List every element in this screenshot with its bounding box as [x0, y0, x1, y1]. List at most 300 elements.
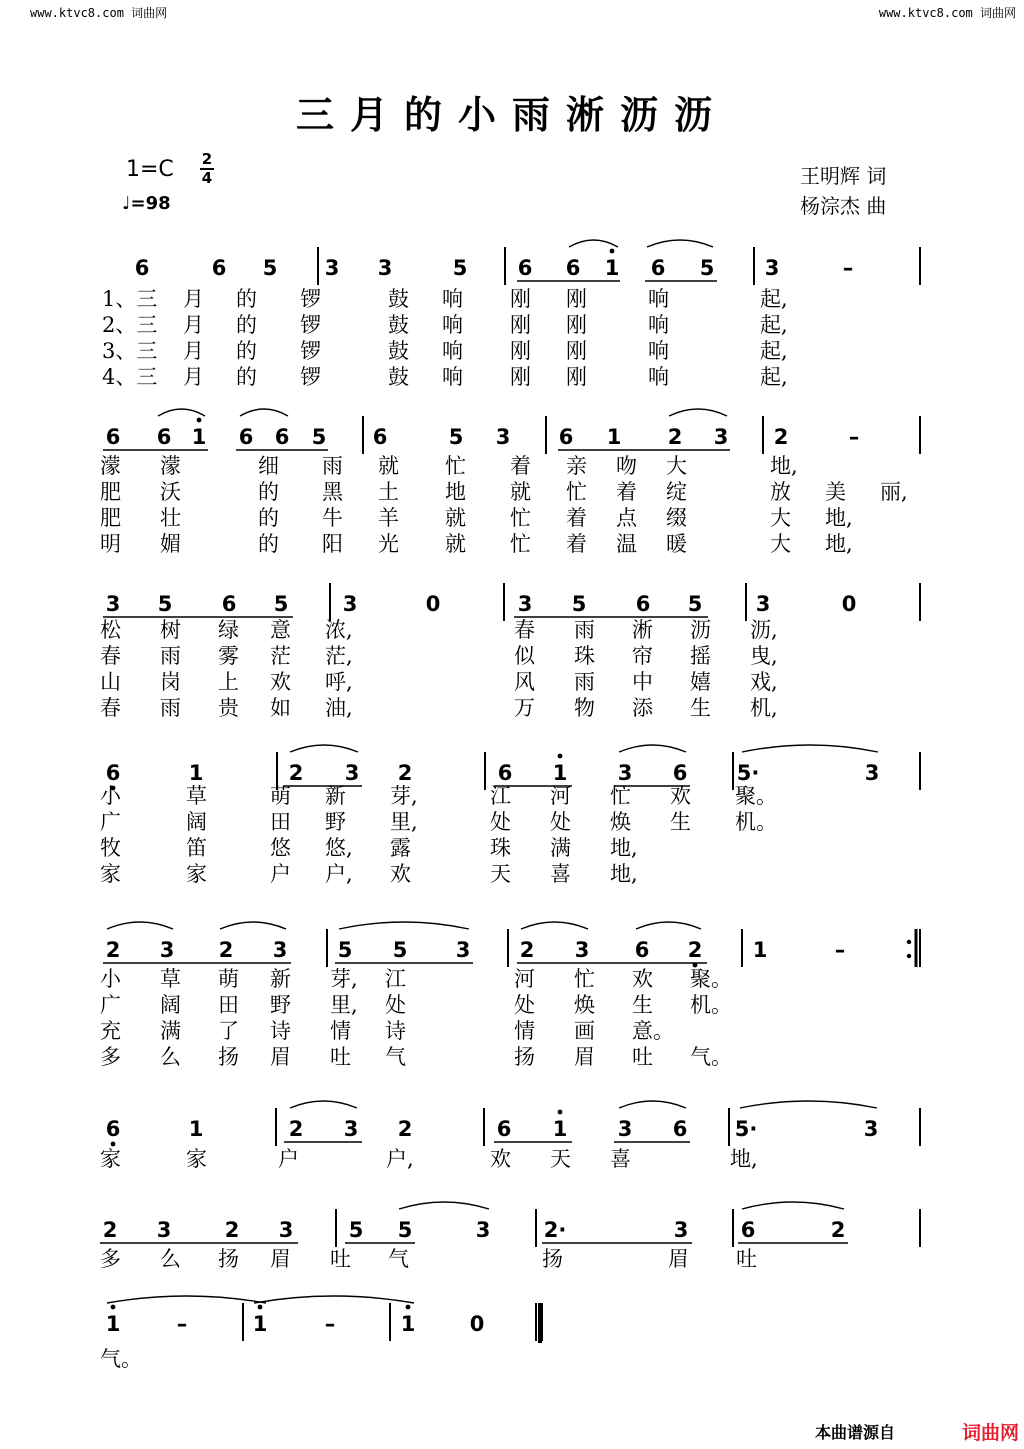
- note: 5: [157, 592, 173, 616]
- slur: [290, 745, 358, 752]
- lyric: 嬉: [690, 670, 711, 694]
- lyric: 着: [616, 480, 637, 504]
- lyric: 小: [100, 784, 121, 808]
- lyric: 家: [186, 1147, 207, 1171]
- lyric: 扬: [514, 1045, 535, 1069]
- lyric: 的: [236, 287, 257, 311]
- lyric: 天: [550, 1147, 571, 1171]
- lyric: 春: [100, 696, 121, 720]
- lyric: 处: [490, 810, 511, 834]
- note: 3: [713, 425, 729, 449]
- lyric: 似: [514, 644, 535, 668]
- lyric: 的: [258, 480, 279, 504]
- lyric: 浓,: [325, 618, 353, 642]
- lyric: 扬: [218, 1045, 239, 1069]
- lyric: 珠: [490, 836, 511, 860]
- lyric: 月: [183, 339, 204, 363]
- note: 0: [469, 1312, 485, 1336]
- lyric: 2、三: [102, 313, 158, 337]
- lyric: 起,: [760, 339, 788, 363]
- note: 6: [221, 592, 237, 616]
- lyric: 气: [388, 1247, 409, 1271]
- note: 3: [864, 761, 880, 785]
- lyric: 河: [514, 967, 535, 991]
- lyric: 春: [100, 644, 121, 668]
- octave-dot: [258, 1305, 263, 1310]
- lyric: 的: [236, 339, 257, 363]
- lyric: 地,: [730, 1147, 758, 1171]
- lyric: 濛: [160, 454, 181, 478]
- octave-dot: [610, 249, 615, 254]
- lyric: 雨: [574, 618, 595, 642]
- note: 3: [574, 938, 590, 962]
- lyric: 响: [648, 339, 669, 363]
- note: 3: [105, 592, 121, 616]
- note: –: [848, 425, 860, 449]
- note: 2: [288, 761, 304, 785]
- slur: [220, 922, 286, 929]
- lyric: 3、三: [102, 339, 158, 363]
- lyric: 的: [258, 532, 279, 556]
- note: 2: [288, 1117, 304, 1141]
- note: 6: [156, 425, 172, 449]
- lyric: 满: [550, 836, 571, 860]
- note: –: [834, 938, 846, 962]
- note: 3: [764, 256, 780, 280]
- lyric: 树: [160, 618, 181, 642]
- lyric: 焕: [610, 810, 631, 834]
- note: 2: [773, 425, 789, 449]
- lyric: 生: [670, 810, 691, 834]
- lyric: 沥: [690, 618, 711, 642]
- lyric: 如: [270, 696, 291, 720]
- lyric: 雨: [574, 670, 595, 694]
- note: 5: [337, 938, 353, 962]
- note: 0: [425, 592, 441, 616]
- lyric: 就: [445, 532, 466, 556]
- lyric: 忙: [510, 532, 531, 556]
- lyric: 诗: [385, 1019, 406, 1043]
- lyric: 地,: [825, 532, 853, 556]
- lyric: 鼓: [388, 313, 409, 337]
- lyric: 羊: [378, 506, 399, 530]
- note: 6: [134, 256, 150, 280]
- note: 1: [606, 425, 622, 449]
- lyric: 江: [490, 784, 511, 808]
- lyric: 么: [160, 1247, 181, 1271]
- lyric: 画: [574, 1019, 595, 1043]
- note: 3: [156, 1218, 172, 1242]
- note: 3: [272, 938, 288, 962]
- lyric: 大: [770, 532, 791, 556]
- lyric: 吐: [632, 1045, 653, 1069]
- lyric: 气。: [100, 1347, 142, 1371]
- note: 1: [188, 1117, 204, 1141]
- lyric: 意: [270, 618, 291, 642]
- slur: [399, 1202, 489, 1209]
- footer-logo: 词曲网: [962, 1422, 1020, 1444]
- note: 2: [397, 1117, 413, 1141]
- lyric: 就: [378, 454, 399, 478]
- lyric: 欢: [632, 967, 653, 991]
- lyric: 呼,: [325, 670, 353, 694]
- note: 3: [455, 938, 471, 962]
- lyric: 新: [325, 784, 346, 808]
- lyric: 家: [100, 1147, 121, 1171]
- lyric: 里,: [330, 993, 358, 1017]
- lyric: 喜: [550, 862, 571, 886]
- lyric: 笛: [186, 836, 207, 860]
- lyric: 沃: [160, 480, 181, 504]
- lyric: 意。: [632, 1019, 674, 1043]
- lyric: 细: [258, 454, 279, 478]
- lyric: 起,: [760, 287, 788, 311]
- note: 5: [311, 425, 327, 449]
- lyric: 丽,: [880, 480, 908, 504]
- note: 5: [571, 592, 587, 616]
- slur: [619, 1101, 686, 1108]
- note: 2: [397, 761, 413, 785]
- lyric: 濛: [100, 454, 121, 478]
- note: 1: [252, 1312, 268, 1336]
- octave-dot: [111, 1305, 116, 1310]
- note: 6: [211, 256, 227, 280]
- note: 1: [400, 1312, 416, 1336]
- note: 1: [191, 425, 207, 449]
- lyric: 月: [183, 365, 204, 389]
- lyric: 小: [100, 967, 121, 991]
- lyric: 芽,: [330, 967, 358, 991]
- lyric: 响: [442, 313, 463, 337]
- lyric: 阳: [322, 532, 343, 556]
- note: 6: [372, 425, 388, 449]
- lyric: 沥,: [750, 618, 778, 642]
- slur: [569, 240, 618, 247]
- lyric: 茫: [270, 644, 291, 668]
- lyric: 的: [236, 313, 257, 337]
- lyric: 贵: [218, 696, 239, 720]
- note: 6: [558, 425, 574, 449]
- lyric: 吻: [616, 454, 637, 478]
- lyric: 芽,: [390, 784, 418, 808]
- lyric: 吐: [330, 1247, 351, 1271]
- lyric: 响: [648, 365, 669, 389]
- note: 5: [452, 256, 468, 280]
- lyric: 肥: [100, 506, 121, 530]
- lyric: 聚。: [735, 784, 777, 808]
- lyric: 地,: [610, 862, 638, 886]
- lyric: 曳,: [750, 644, 778, 668]
- lyric: 悠: [270, 836, 291, 860]
- lyric: 刚: [566, 339, 587, 363]
- lyric: 锣: [300, 287, 321, 311]
- slur: [669, 409, 727, 416]
- note: 3: [495, 425, 511, 449]
- lyric: 吐: [330, 1045, 351, 1069]
- lyric: 天: [490, 862, 511, 886]
- lyric: 草: [160, 967, 181, 991]
- lyric: 河: [550, 784, 571, 808]
- lyric: 户: [278, 1147, 299, 1171]
- lyric: 黑: [322, 480, 343, 504]
- lyric: 摇: [690, 644, 711, 668]
- lyric: 忙: [574, 967, 595, 991]
- lyric: 欢: [670, 784, 691, 808]
- lyric: 雨: [160, 696, 181, 720]
- footer-source: 本曲谱源自: [815, 1423, 896, 1442]
- lyric: 欢: [270, 670, 291, 694]
- slur: [107, 1296, 266, 1303]
- lyric: 眉: [574, 1045, 595, 1069]
- lyric: 里,: [390, 810, 418, 834]
- note: 3: [755, 592, 771, 616]
- lyric: 阔: [160, 993, 181, 1017]
- lyric: 肥: [100, 480, 121, 504]
- lyric: 情: [330, 1019, 351, 1043]
- lyric: 绿: [218, 618, 239, 642]
- lyric: 牧: [100, 836, 121, 860]
- lyric: 大: [666, 454, 687, 478]
- lyric: 刚: [566, 287, 587, 311]
- lyric: 美: [825, 480, 846, 504]
- note: 3: [278, 1218, 294, 1242]
- lyric: 响: [442, 339, 463, 363]
- lyric: 机,: [750, 696, 778, 720]
- note: 3: [475, 1218, 491, 1242]
- lyric: 茫,: [325, 644, 353, 668]
- note: 5: [699, 256, 715, 280]
- lyric: 雾: [218, 644, 239, 668]
- slur: [107, 922, 173, 929]
- lyric: 月: [183, 287, 204, 311]
- octave-dot: [558, 754, 563, 759]
- slur: [636, 922, 701, 929]
- octave-dot: [197, 418, 202, 423]
- slur: [740, 1101, 877, 1108]
- lyric: 春: [514, 618, 535, 642]
- lyric: 忙: [610, 784, 631, 808]
- note: 6: [238, 425, 254, 449]
- repeat-dot: [907, 940, 911, 944]
- lyricist-credit: 王明辉 词: [800, 164, 887, 188]
- octave-dot: [558, 1110, 563, 1115]
- lyric: 户: [270, 862, 291, 886]
- note: 6: [517, 256, 533, 280]
- note: 2: [105, 938, 121, 962]
- watermark-left: www.ktvc8.com 词曲网: [30, 6, 168, 20]
- lyric: 刚: [510, 365, 531, 389]
- note: 6: [672, 761, 688, 785]
- note: 5: [448, 425, 464, 449]
- lyric: 扬: [218, 1247, 239, 1271]
- note: 6: [274, 425, 290, 449]
- lyric: 明: [100, 532, 121, 556]
- lyric: 4、三: [102, 365, 158, 389]
- lyric: 点: [616, 506, 637, 530]
- note: 3: [377, 256, 393, 280]
- lyric: 鼓: [388, 339, 409, 363]
- lyric: 就: [510, 480, 531, 504]
- lyric: 雨: [322, 454, 343, 478]
- lyric: 大: [770, 506, 791, 530]
- lyric: 地,: [825, 506, 853, 530]
- lyric: 眉: [668, 1247, 689, 1271]
- lyric: 起,: [760, 365, 788, 389]
- lyric: 起,: [760, 313, 788, 337]
- note: 1: [604, 256, 620, 280]
- lyric: 绽: [666, 480, 687, 504]
- slur: [742, 1202, 844, 1209]
- lyric: 吐: [736, 1247, 757, 1271]
- slur: [290, 1101, 357, 1108]
- lyric: 着: [566, 506, 587, 530]
- lyric: 新: [270, 967, 291, 991]
- lyric: 欢: [390, 862, 411, 886]
- note: 3: [324, 256, 340, 280]
- note: 2: [218, 938, 234, 962]
- lyric: 诗: [270, 1019, 291, 1043]
- repeat-dot: [907, 954, 911, 958]
- lyric: 眉: [270, 1045, 291, 1069]
- lyric: 岗: [160, 670, 181, 694]
- note: 3: [343, 1117, 359, 1141]
- lyric: 珠: [574, 644, 595, 668]
- note: 1: [552, 1117, 568, 1141]
- lyric: 响: [648, 313, 669, 337]
- key-signature: 1=C: [126, 157, 174, 182]
- note: 5: [273, 592, 289, 616]
- lyric: 鼓: [388, 287, 409, 311]
- note: –: [842, 256, 854, 280]
- lyric: 家: [186, 862, 207, 886]
- lyric: 壮: [160, 506, 181, 530]
- lyric: 风: [514, 670, 535, 694]
- lyric: 着: [510, 454, 531, 478]
- lyric: 处: [550, 810, 571, 834]
- lyric: 牛: [322, 506, 343, 530]
- lyric: 忙: [510, 506, 531, 530]
- note: 2: [687, 938, 703, 962]
- slur: [647, 240, 713, 247]
- note: 2: [830, 1218, 846, 1242]
- lyric: 萌: [270, 784, 291, 808]
- lyric: 缀: [666, 506, 687, 530]
- note: 5: [392, 938, 408, 962]
- lyric: 锣: [300, 365, 321, 389]
- lyric: 处: [385, 993, 406, 1017]
- lyric: 光: [378, 532, 399, 556]
- lyric: 欢: [490, 1147, 511, 1171]
- lyric: 多: [100, 1045, 121, 1069]
- lyric: 多: [100, 1247, 121, 1271]
- slur: [742, 745, 878, 752]
- lyric: 江: [385, 967, 406, 991]
- lyric: 月: [183, 313, 204, 337]
- lyric: 忙: [445, 454, 466, 478]
- note: 6: [634, 938, 650, 962]
- lyric: 暖: [666, 532, 687, 556]
- slur: [240, 409, 288, 416]
- lyric: 户,: [325, 862, 353, 886]
- song-title: 三月的小雨淅沥沥: [295, 92, 728, 137]
- octave-dot: [111, 1142, 116, 1147]
- octave-dot: [406, 1305, 411, 1310]
- lyric: 充: [100, 1019, 121, 1043]
- note: 2: [519, 938, 535, 962]
- time-signature-top: 2: [201, 150, 213, 168]
- note: 6: [105, 425, 121, 449]
- note: 1: [752, 938, 768, 962]
- note: 1: [105, 1312, 121, 1336]
- lyric: 情: [514, 1019, 535, 1043]
- lyric: 扬: [542, 1247, 563, 1271]
- lyric: 中: [632, 670, 653, 694]
- lyric: 添: [632, 696, 653, 720]
- slur: [619, 745, 686, 752]
- lyric: 响: [442, 365, 463, 389]
- note: 2·: [543, 1218, 567, 1242]
- note: 6: [497, 761, 513, 785]
- lyric: 么: [160, 1045, 181, 1069]
- lyric: 刚: [566, 313, 587, 337]
- note: 3: [344, 761, 360, 785]
- composer-credit: 杨淙杰 曲: [800, 194, 887, 218]
- note: 3: [517, 592, 533, 616]
- lyric: 萌: [218, 967, 239, 991]
- lyric: 气。: [690, 1045, 732, 1069]
- note: –: [324, 1312, 336, 1336]
- note: 1: [552, 761, 568, 785]
- lyric: 响: [442, 287, 463, 311]
- lyric: 生: [632, 993, 653, 1017]
- slur: [339, 922, 469, 929]
- lyric: 帘: [632, 644, 653, 668]
- lyric: 物: [574, 696, 595, 720]
- lyric: 地,: [770, 454, 798, 478]
- lyric: 气: [385, 1045, 406, 1069]
- lyric: 万: [514, 696, 535, 720]
- lyric: 刚: [510, 287, 531, 311]
- note: 2: [224, 1218, 240, 1242]
- lyric: 响: [648, 287, 669, 311]
- lyric: 野: [325, 810, 346, 834]
- lyric: 媚: [160, 532, 181, 556]
- lyric: 松: [100, 618, 121, 642]
- note: 2: [667, 425, 683, 449]
- lyric: 广: [100, 993, 121, 1017]
- tempo-mark: ♩=98: [122, 193, 171, 214]
- lyric: 土: [378, 480, 399, 504]
- lyric: 1、三: [102, 287, 158, 311]
- watermark-right: www.ktvc8.com 词曲网: [878, 6, 1016, 20]
- note: 6: [565, 256, 581, 280]
- note: –: [176, 1312, 188, 1336]
- lyric: 戏,: [750, 670, 778, 694]
- note: 3: [617, 1117, 633, 1141]
- lyric: 雨: [160, 644, 181, 668]
- note: 1: [188, 761, 204, 785]
- lyric: 生: [690, 696, 711, 720]
- lyric: 户,: [386, 1147, 414, 1171]
- note: 5: [348, 1218, 364, 1242]
- lyric: 露: [390, 836, 411, 860]
- note: 5: [687, 592, 703, 616]
- lyric: 油,: [325, 696, 353, 720]
- lyric: 温: [616, 532, 637, 556]
- lyric: 的: [236, 365, 257, 389]
- note: 6: [650, 256, 666, 280]
- slur: [158, 409, 205, 416]
